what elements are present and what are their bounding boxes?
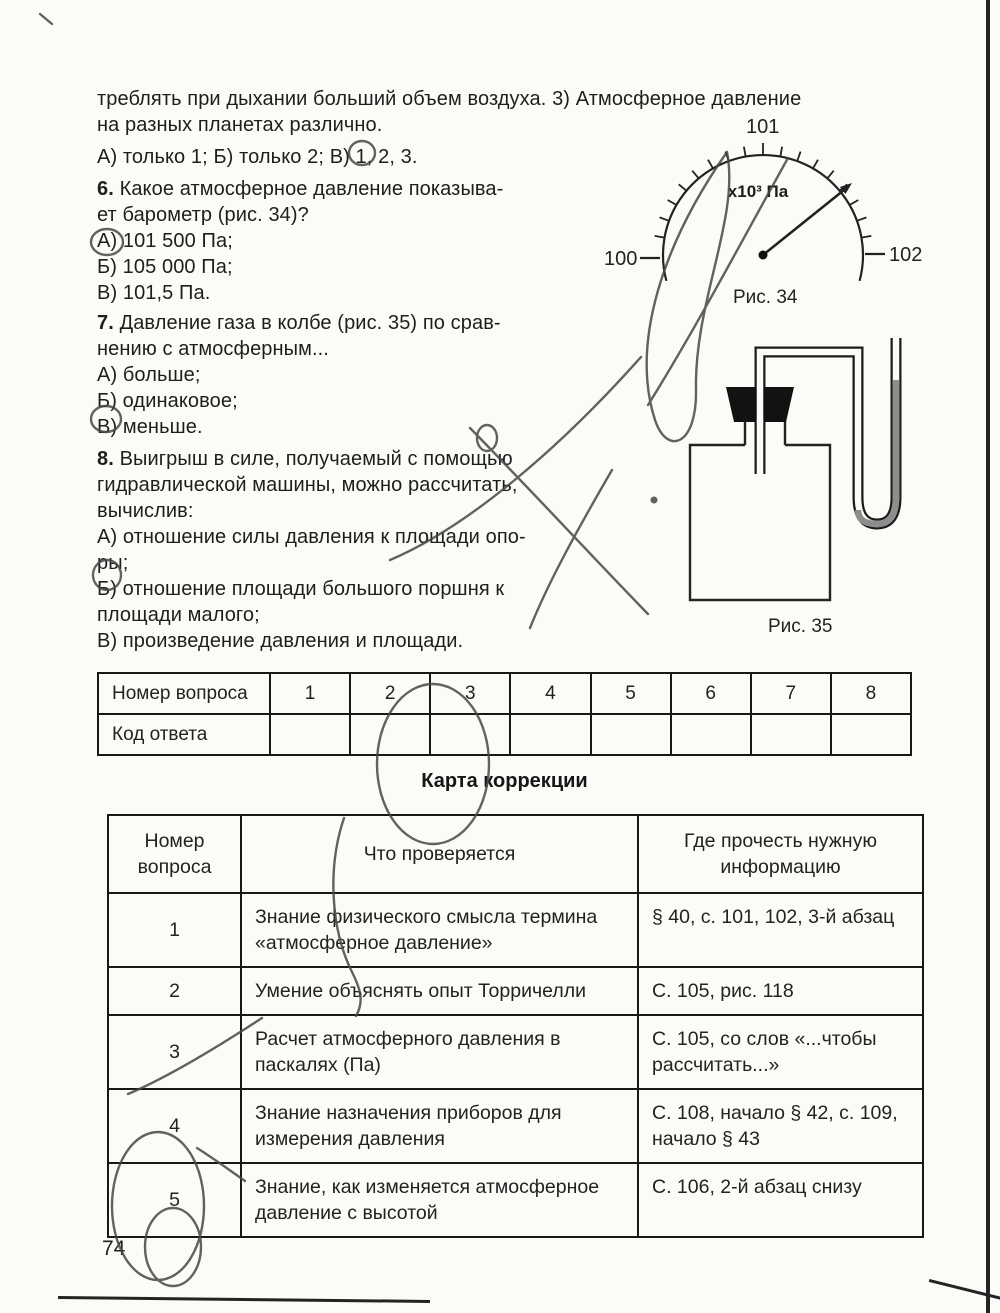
question-line bbox=[97, 176, 637, 202]
correction-row bbox=[108, 1089, 923, 1163]
answer-code-table bbox=[97, 672, 912, 756]
question-number-cell: 1 bbox=[270, 673, 350, 714]
stopper-right bbox=[764, 387, 795, 422]
row-where: С. 105, рис. 118 bbox=[638, 967, 923, 1015]
question-number-row bbox=[98, 673, 911, 714]
question-number-cell: 3 bbox=[430, 673, 510, 714]
answer-option: А) больше; bbox=[97, 364, 201, 386]
row-number: 1 bbox=[108, 893, 241, 967]
question-number: 6. bbox=[97, 178, 114, 200]
correction-map-table bbox=[107, 814, 924, 1238]
question-number: 7. bbox=[97, 312, 114, 334]
scan-edge-right bbox=[986, 0, 990, 1313]
header-question-number: Номер вопроса bbox=[108, 815, 241, 893]
gauge-drawing bbox=[640, 143, 885, 281]
answer-code-cell bbox=[350, 714, 430, 755]
answer-code-cell bbox=[831, 714, 911, 755]
answer-code-cell bbox=[591, 714, 671, 755]
question-text: Давление газа в колбе (рис. 35) по срав- bbox=[119, 312, 501, 334]
gauge-arc bbox=[663, 155, 863, 281]
correction-map-title: Карта коррекции bbox=[421, 770, 588, 792]
question-line: гидравлической машины, можно рассчитать, bbox=[97, 474, 518, 496]
answer-option: А) отношение силы давления к площади опо- bbox=[97, 526, 526, 548]
answer-option: Б) одинаковое; bbox=[97, 390, 238, 412]
question-line: нению с атмосферным... bbox=[97, 338, 329, 360]
header-where-to-read: Где прочесть нужную информацию bbox=[638, 815, 923, 893]
question-7 bbox=[97, 310, 637, 440]
question-number-cell: 4 bbox=[510, 673, 590, 714]
gauge-scale-right: 102 bbox=[889, 244, 923, 266]
answer-code-cell bbox=[751, 714, 831, 755]
correction-row bbox=[108, 1163, 923, 1237]
question-number: 8. bbox=[97, 448, 114, 470]
correction-header-row bbox=[108, 815, 923, 893]
tube-bore bbox=[760, 338, 896, 524]
question-8 bbox=[97, 446, 642, 654]
question-text: Выигрыш в силе, получаемый с помощью bbox=[119, 448, 513, 470]
header-what-is-checked: Что проверяется bbox=[241, 815, 638, 893]
answer-option: площади малого; bbox=[97, 604, 260, 626]
answer-code-cell bbox=[510, 714, 590, 755]
row-where: § 40, с. 101, 102, 3-й абзац bbox=[638, 893, 923, 967]
row-where: С. 108, начало § 42, с. 109, начало § 43 bbox=[638, 1089, 923, 1163]
row-number: 3 bbox=[108, 1015, 241, 1089]
row-where: С. 105, со слов «...чтобы рассчитать...» bbox=[638, 1015, 923, 1089]
row-what: Знание, как изменяется атмосферное давление с высотой bbox=[241, 1163, 638, 1237]
row-label: Код ответа bbox=[98, 714, 270, 755]
answer-option: Б) 105 000 Па; bbox=[97, 256, 233, 278]
question-line bbox=[97, 310, 637, 336]
answer-option: ры; bbox=[97, 552, 129, 574]
question-number-cell: 5 bbox=[591, 673, 671, 714]
scan-edge-bottom bbox=[58, 1296, 430, 1303]
answer-option: В) произведение давления и площади. bbox=[97, 630, 464, 652]
figure-34-caption: Рис. 34 bbox=[733, 287, 798, 308]
gauge-scale-top: 101 bbox=[746, 116, 780, 138]
flask-manometer-figure bbox=[680, 332, 930, 617]
row-number: 2 bbox=[108, 967, 241, 1015]
question-line bbox=[97, 446, 642, 472]
row-label: Номер вопроса bbox=[98, 673, 270, 714]
question-number-cell: 8 bbox=[831, 673, 911, 714]
needle-pivot bbox=[759, 251, 768, 260]
answer-code-row bbox=[98, 714, 911, 755]
row-number: 5 bbox=[108, 1163, 241, 1237]
answer-option: Б) отношение площади большого поршня к bbox=[97, 578, 505, 600]
row-what: Расчет атмосферного давления в паскалях (Па) bbox=[241, 1015, 638, 1089]
question-number-cell: 2 bbox=[350, 673, 430, 714]
row-number: 4 bbox=[108, 1089, 241, 1163]
barometer-gauge-figure bbox=[600, 138, 923, 303]
intro-line: треблять при дыхании больший объем воздуха. 3) Атмосферное давление bbox=[97, 88, 802, 110]
question-number-cell: 6 bbox=[671, 673, 751, 714]
figure-35-caption: Рис. 35 bbox=[768, 616, 833, 637]
gauge-unit-label: x10³ Па bbox=[727, 182, 789, 201]
question-number-cell: 7 bbox=[751, 673, 831, 714]
intro-options: А) только 1; Б) только 2; В) 1, 2, 3. bbox=[97, 146, 418, 168]
question-line: ет барометр (рис. 34)? bbox=[97, 204, 309, 226]
answer-option: А) 101 500 Па; bbox=[97, 230, 233, 252]
tube-outline bbox=[760, 338, 896, 524]
gauge-scale-left: 100 bbox=[604, 248, 638, 270]
answer-code-cell bbox=[430, 714, 510, 755]
answer-option: В) 101,5 Па. bbox=[97, 282, 211, 304]
stopper-left bbox=[726, 387, 757, 422]
row-what: Знание назначения приборов для измерения давления bbox=[241, 1089, 638, 1163]
answer-code-cell bbox=[270, 714, 350, 755]
row-where: С. 106, 2-й абзац снизу bbox=[638, 1163, 923, 1237]
question-text: Какое атмосферное давление показыва- bbox=[119, 178, 504, 200]
intro-line: на разных планетах различно. bbox=[97, 114, 383, 136]
row-what: Умение объяснять опыт Торричелли bbox=[241, 967, 638, 1015]
correction-row bbox=[108, 893, 923, 967]
correction-row bbox=[108, 967, 923, 1015]
page-number: 74 bbox=[102, 1237, 126, 1260]
answer-code-cell bbox=[671, 714, 751, 755]
answer-option: В) меньше. bbox=[97, 416, 203, 438]
pen-dot bbox=[651, 497, 658, 504]
question-6 bbox=[97, 176, 637, 306]
correction-row bbox=[108, 1015, 923, 1089]
question-line: вычислив: bbox=[97, 500, 194, 522]
pen-stroke bbox=[40, 14, 52, 24]
row-what: Знание физического смысла термина «атмосферное давление» bbox=[241, 893, 638, 967]
